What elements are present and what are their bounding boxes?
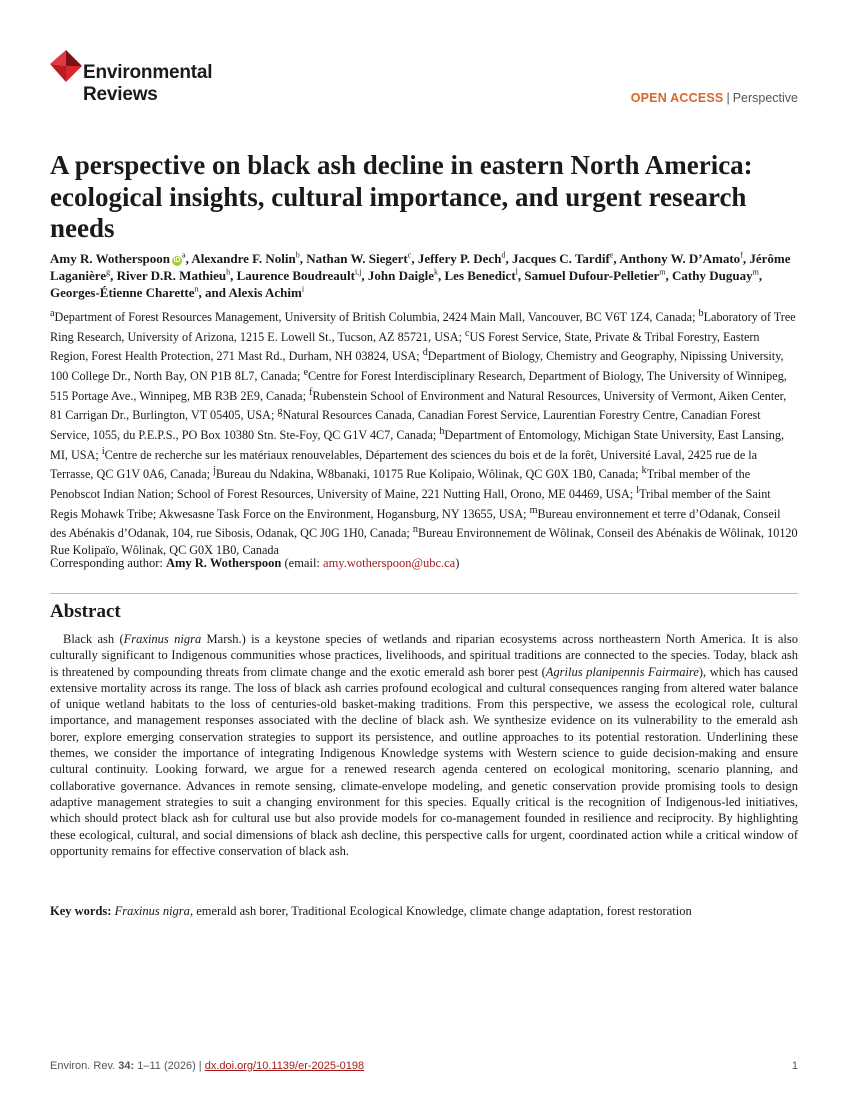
affiliation-text: Rubenstein School of Environment and Natural Resources, University of Vermont, Aiken Center, 81 Carrigan Dr., Burlington, VT 05405, USA; <box>50 388 787 423</box>
affiliation-mark: j <box>213 465 216 477</box>
affiliation-text: Department of Biology, Chemistry and Geography, Nipissing University, 100 College Dr., North Bay, ON P1B 8L7, Canada; <box>50 349 784 384</box>
author[interactable] <box>229 285 305 300</box>
affiliation-text: Centre for Forest Interdisciplinary Research, Department of Biology, The University of Winnipeg, 515 Portage Ave., Winnipeg, MB R3B 2E9, Canada; <box>50 369 787 403</box>
author-name: Samuel Dufour-Pelletier <box>524 268 660 283</box>
author[interactable] <box>418 251 506 266</box>
author-affiliation-mark: m <box>752 267 759 277</box>
author[interactable] <box>306 251 411 266</box>
author-name: Georges-Étienne Charette <box>50 285 195 300</box>
author-name: Alexandre F. Nolin <box>191 251 296 266</box>
author[interactable] <box>50 285 199 300</box>
author-name: Jacques C. Tardif <box>511 251 610 266</box>
affiliation-text: Tribal member of the Saint Regis Mohawk Tribe; Akwesasne Task Force on the Environment, Hogansburg, NY 13655, USA; <box>50 486 771 521</box>
keywords-rest: , emerald ash borer, Traditional Ecological Knowledge, climate change adaptation, forest restoration <box>189 904 692 918</box>
author-name: Laurence Boudreault <box>236 268 355 283</box>
author-list <box>50 250 800 301</box>
email-suffix: ) <box>455 556 460 570</box>
open-access-label[interactable]: OPEN ACCESS <box>630 91 724 105</box>
journal-logo[interactable] <box>50 48 240 108</box>
affiliation-text: US Forest Service, State, Private & Tribal Forestry, Eastern Region, Forest Health Protection, 271 Mast Rd., Durham, NH 03824, USA; <box>50 329 760 364</box>
author-separator: , <box>411 251 418 266</box>
author-affiliation-mark: b <box>295 250 300 260</box>
affiliation-mark: n <box>412 524 418 536</box>
citation-volume: 34: <box>118 1060 135 1072</box>
author[interactable] <box>524 268 665 283</box>
author-affiliation-mark: m <box>659 267 666 277</box>
author-affiliation-mark: f <box>740 250 743 260</box>
author-separator: , <box>110 268 117 283</box>
journal-name <box>83 62 212 106</box>
author-affiliation-mark: l <box>515 267 518 277</box>
abstract-segment: ), which has caused extensive mortality across its range. The loss of black ash carries profound ecological and cultural consequences ranging from altered water balance of unique wetland habitats to the loss of centuries-old basket-making traditions. From this perspective, we assess the ecological role, cultural importance, and management responses associated with the decline of black ash. We synthesize evidence on its vulnerability to the emerald ash borer, explore emerging conservation strategies to support its persistence, and outline approaches to its potential restoration. Underlining these themes, we consider the importance of integrating Indigenous Knowledge systems with Western science to guide decision-making and ensure cultural continuity. Looking forward, we argue for a renewed research agenda centered on ecological monitoring, scenario planning, and collaborative governance. Advances in remote sensing, climate-envelope modeling, and genetic conservation provide promising tools to design adaptive management strategies to suit a changing environment for this species. Equally critical is the recognition of Indigenous-led initiatives, which should protect black ash for cultural use but also provide models for co-management founded in resilience and reciprocity. By highlighting these ecological, cultural, and social dimensions of black ash decline, this perspective calls for urgent, coordinated action while a critical window of opportunity remains for effective conservation of black ash. <box>50 664 798 858</box>
author-separator: , <box>361 268 368 283</box>
abstract-italic: Agrilus planipennis Fairmaire <box>545 664 699 679</box>
doi-link[interactable]: dx.doi.org/10.1139/er-2025-0198 <box>204 1060 365 1072</box>
affiliation-text: Natural Resources Canada, Canadian Forest Service, Laurentian Forestry Centre, Canadian Forest Service, 1055, du P.E.P.S., PO Box 10380 Stn. Ste-Foy, QC G1V 4C7, Canada; <box>50 408 761 442</box>
orcid-icon[interactable]: iD <box>173 257 181 264</box>
affiliation-mark: k <box>641 465 647 477</box>
author-affiliation-mark: e <box>609 250 614 260</box>
affiliation-mark: d <box>422 347 428 359</box>
author-affiliation-mark: d <box>501 250 506 260</box>
corresponding-author <box>50 555 798 571</box>
author-separator: , <box>438 268 445 283</box>
affiliation-text: Department of Entomology, Michigan State University, East Lansing, MI, USA; <box>50 428 785 462</box>
author-separator: , and <box>198 285 229 300</box>
affiliation-mark: f <box>309 386 313 398</box>
affiliation-mark: e <box>303 366 308 378</box>
author-affiliation-mark: g <box>106 267 111 277</box>
access-badge <box>631 91 798 105</box>
author-name: Nathan W. Siegert <box>306 251 408 266</box>
article-type: Perspective <box>732 91 798 105</box>
author-name: Alexis Achim <box>228 285 302 300</box>
article-title: A perspective on black ash decline in eastern North America: ecological insights, cultural importance, and urgent research needs <box>50 150 753 243</box>
citation-prefix: Environ. Rev. <box>50 1060 119 1072</box>
affiliation-text: Centre de recherche sur les matériaux renouvelables, Département des sciences du bois et de la forêt, Université Laval, 2425 rue de la Terrasse, QC G1V 0A6, Canada; <box>50 447 758 482</box>
author-affiliation-mark: a <box>182 250 186 260</box>
section-divider <box>50 593 798 594</box>
affiliation-text: Tribal member of the Penobscot Indian Nation; School of Forest Resources, University of Maine, 221 Nutting Hall, Orono, ME 04469, USA; <box>50 467 751 501</box>
author-affiliation-mark: i <box>301 284 305 294</box>
access-separator: | <box>726 91 730 105</box>
keyword-italic: Fraxinus nigra <box>114 904 190 918</box>
corresponding-name: Amy R. Wotherspoon <box>165 556 282 570</box>
abstract-segment: Marsh.) is a keystone species of wetlands and riparian ecosystems across northeastern North America. It is also culturally significant to Indigenous communities whose practices, livelihoods, and spiritual traditions are connected to the species. Today, black ash is threatened by compounding threats from climate change and the exotic emerald ash borer pest ( <box>50 632 798 679</box>
author-separator: , <box>758 268 763 283</box>
keywords-label: Key words: <box>50 904 115 918</box>
author-affiliation-mark: n <box>194 284 199 294</box>
abstract-text <box>50 631 798 859</box>
author[interactable] <box>672 268 759 283</box>
page-number: 1 <box>791 1060 798 1072</box>
author-name: Amy R. Wotherspoon <box>50 251 171 266</box>
journal-name-line2: Reviews <box>83 84 158 105</box>
author[interactable] <box>191 251 299 266</box>
author[interactable] <box>445 268 518 283</box>
affiliation-mark: l <box>636 484 640 496</box>
affiliation-mark: i <box>101 445 105 457</box>
keywords <box>50 903 810 919</box>
author-affiliation-mark: h <box>226 267 231 277</box>
affiliation-text: Bureau du Ndakina, W8banaki, 10175 Rue Kolipaio, Wôlinak, QC G0X 1B0, Canada; <box>215 467 642 482</box>
affiliation <box>50 310 699 324</box>
author[interactable] <box>368 268 438 283</box>
affiliation-mark: b <box>698 308 704 319</box>
author[interactable] <box>512 251 613 266</box>
journal-logo-icon <box>50 50 82 84</box>
author-separator: , <box>505 251 512 266</box>
author-separator: , <box>185 251 192 266</box>
author-name: Les Benedict <box>444 268 516 283</box>
affiliation-text: Laboratory of Tree Ring Research, University of Arizona, 1215 E. Lowell St., Tucson, AZ 85721, USA; <box>50 310 796 344</box>
author-separator: , <box>299 251 307 266</box>
citation-rest: 1–11 (2026) | <box>134 1060 205 1072</box>
author-separator: , <box>517 268 525 283</box>
author-separator: , <box>665 268 673 283</box>
author-separator: , <box>742 251 750 266</box>
abstract-italic: Fraxinus nigra <box>123 632 202 646</box>
author-separator: , <box>230 268 237 283</box>
affiliation-mark: a <box>50 308 55 319</box>
affiliation-text: Bureau Environnement de Wôlinak, Conseil des Abénakis de Wôlinak, 10120 Rue Kolipaïo, Wôlinak, QC G0X 1B0, Canada <box>50 526 798 557</box>
author-name: Jeffery P. Dech <box>417 251 502 266</box>
abstract-heading: Abstract <box>50 601 121 622</box>
page-footer <box>50 1060 798 1072</box>
affiliation-mark: m <box>529 504 538 516</box>
author-separator: , <box>613 251 620 266</box>
author-name: Jérôme Laganière <box>50 251 791 283</box>
email-prefix: (email: <box>281 556 324 570</box>
journal-name-line1: Environmental <box>83 62 213 83</box>
affiliation-mark: g <box>277 406 283 418</box>
author-affiliation-mark: i,j <box>354 267 362 277</box>
affiliation-mark: c <box>465 327 470 339</box>
affiliation-text: Bureau environnement et terre d’Odanak, Conseil des Abénakis d’Odanak, 104, rue Sibosis, Odanak, QC J0G 1H0, Canada; <box>50 506 781 541</box>
affiliation-mark: h <box>439 425 445 437</box>
corresponding-label: Corresponding author: <box>50 556 166 570</box>
affiliations <box>50 306 798 558</box>
affiliation <box>213 467 642 481</box>
author-name: Cathy Duguay <box>672 268 753 283</box>
author[interactable] <box>237 268 362 283</box>
author-affiliation-mark: c <box>407 250 412 260</box>
author-affiliation-mark: k <box>434 267 439 277</box>
abstract-segment: Black ash ( <box>63 632 124 646</box>
author[interactable] <box>117 268 231 283</box>
author-name: Anthony W. D’Amato <box>619 251 741 266</box>
author[interactable] <box>619 251 743 266</box>
journal-header <box>50 48 798 108</box>
author[interactable] <box>50 251 186 266</box>
author-name: River D.R. Mathieu <box>116 268 227 283</box>
author-name: John Daigle <box>367 268 435 283</box>
affiliation-text: Department of Forest Resources Management, University of British Columbia, 2424 Main Mall, Vancouver, BC V6T 1Z4, Canada; <box>54 310 699 325</box>
corresponding-email-link[interactable]: amy.wotherspoon@ubc.ca <box>323 556 456 570</box>
